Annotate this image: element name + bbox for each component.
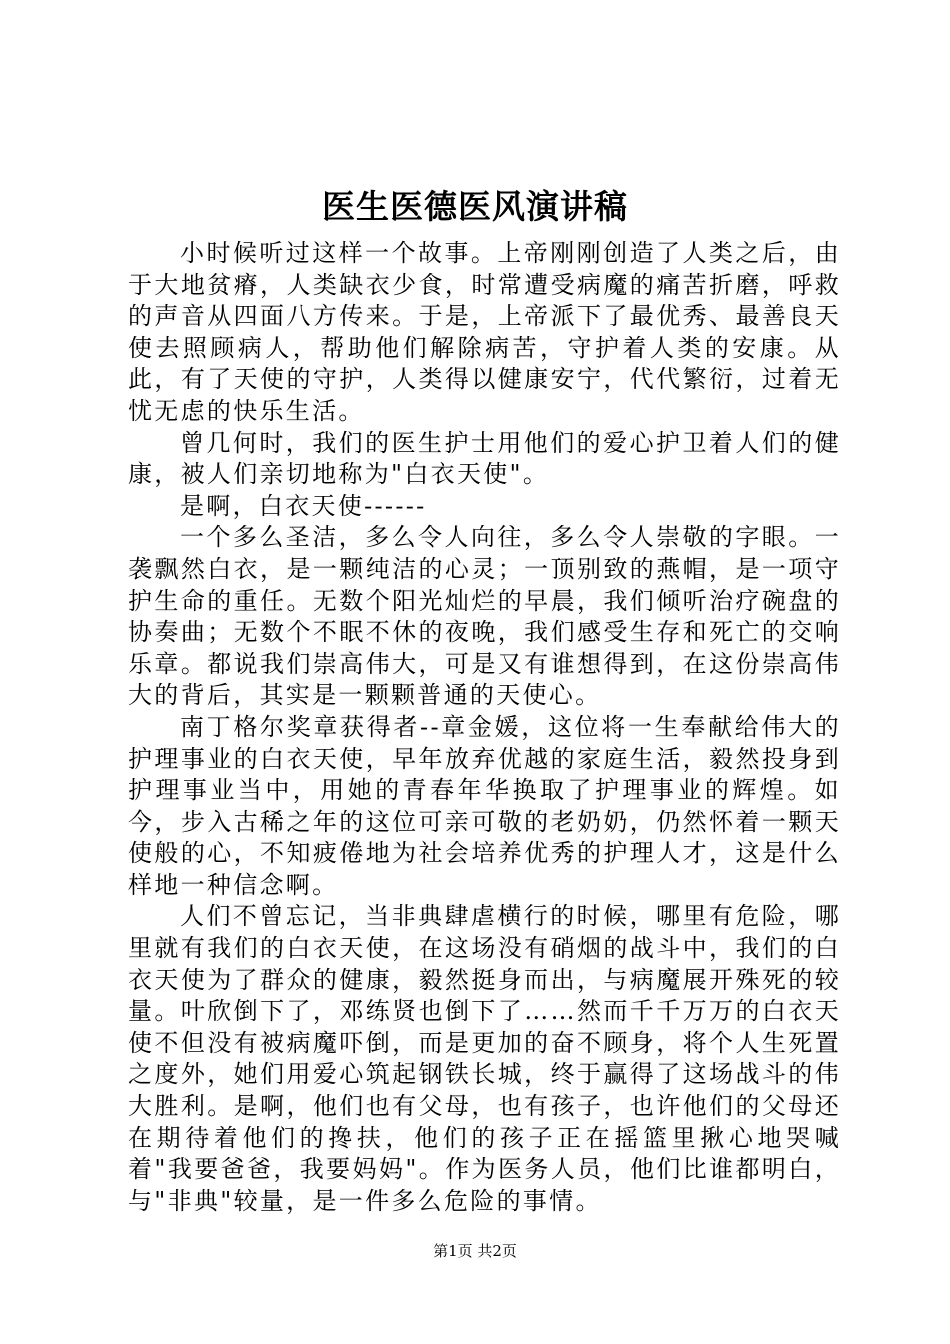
paragraph-2: 曾几何时，我们的医生护士用他们的爱心护卫着人们的健康，被人们亲切地称为"白衣天使"。 [128, 428, 841, 489]
paragraph-1: 小时候听过这样一个故事。上帝刚刚创造了人类之后，由于大地贫瘠，人类缺衣少食，时常遭受病魔的痛苦折磨，呼救的声音从四面八方传来。于是，上帝派下了最优秀、最善良天使去照顾病人，帮助他们解除病苦，守护着人类的安康。从此，有了天使的守护，人类得以健康安宁，代代繁衍，过着无忧无虑的快乐生活。 [128, 239, 841, 425]
paragraph-6: 人们不曾忘记，当非典肆虐横行的时候，哪里有危险，哪里就有我们的白衣天使，在这场没有硝烟的战斗中，我们的白衣天使为了群众的健康，毅然挺身而出，与病魔展开殊死的较量。叶欣倒下了，邓练贤也倒下了……然而千千万万的白衣天使不但没有被病魔吓倒，而是更加的奋不顾身，将个人生死置之度外，她们用爱心筑起钢铁长城，终于赢得了这场战斗的伟大胜利。是啊，他们也有父母，也有孩子，也许他们的父母还在期待着他们的搀扶，他们的孩子正在摇篮里揪心地哭喊着"我要爸爸，我要妈妈"。作为医务人员，他们比谁都明白，与"非典"较量，是一件多么危险的事情。 [128, 902, 841, 1215]
paragraph-3: 是啊，白衣天使------ [180, 491, 427, 520]
document-title: 医生医德医风演讲稿 [322, 187, 628, 226]
paragraph-4: 一个多么圣洁，多么令人向往，多么令人崇敬的字眼。一袭飘然白衣，是一颗纯洁的心灵；一顶别致的燕帽，是一项守护生命的重任。无数个阳光灿烂的早晨，我们倾听治疗碗盘的协奏曲；无数个不眠不休的夜晚，我们感受生存和死亡的交响乐章。都说我们崇高伟大，可是又有谁想得到，在这份崇高伟大的背后，其实是一颗颗普通的天使心。 [128, 523, 841, 710]
paragraph-5: 南丁格尔奖章获得者--章金媛，这位将一生奉献给伟大的护理事业的白衣天使，早年放弃优越的家庭生活，毅然投身到护理事业当中，用她的青春年华换取了护理事业的辉煌。如今，步入古稀之年的这位可亲可敬的老奶奶，仍然怀着一颗天使般的心，不知疲倦地为社会培养优秀的护理人才，这是什么样地一种信念啊。 [128, 712, 841, 899]
page-number-footer: 第1页 共2页 [433, 1242, 517, 1260]
document-body [128, 238, 841, 1217]
